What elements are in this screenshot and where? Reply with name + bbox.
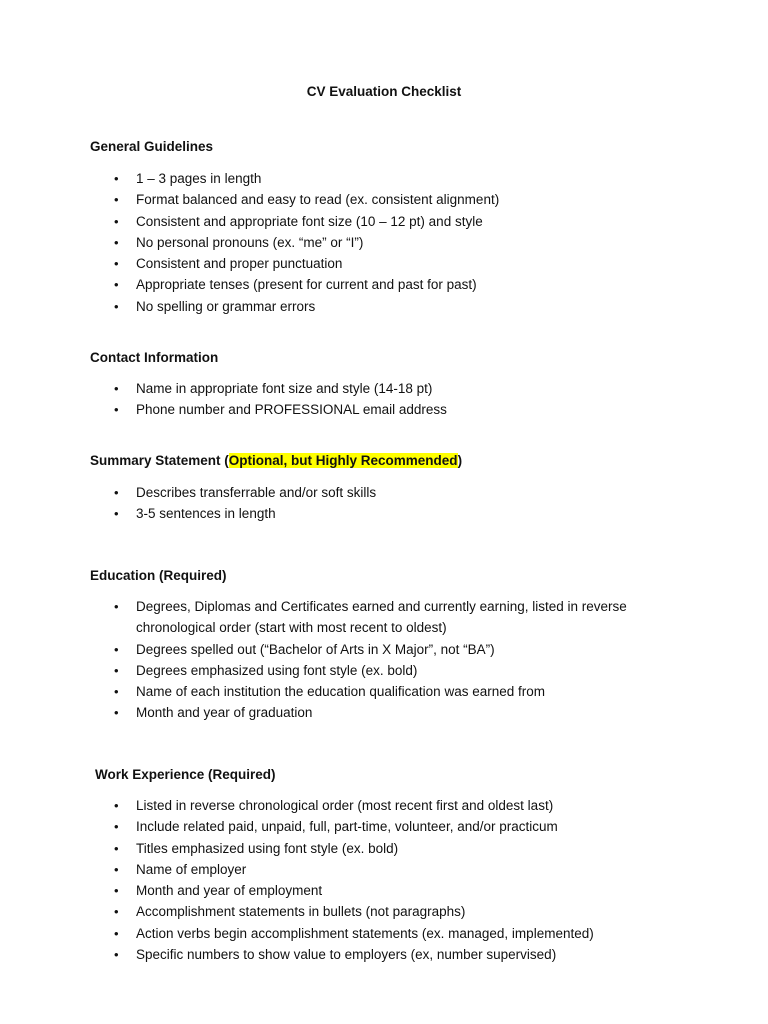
list-item: • Consistent and appropriate font size (10 – 12 pt) and style: [0, 211, 756, 232]
list-item: • Month and year of employment: [0, 880, 756, 901]
general-guidelines-list: [0, 168, 756, 317]
contact-information-heading: Contact Information: [90, 350, 219, 365]
list-item: • Phone number and PROFESSIONAL email address: [0, 399, 756, 420]
list-item: • Accomplishment statements in bullets (not paragraphs): [0, 901, 756, 922]
bullet-icon: •: [114, 192, 119, 208]
education-heading: Education (Required): [90, 568, 227, 583]
highlighted-text: Optional, but Highly Recommended: [228, 453, 458, 468]
bullet-icon: •: [114, 641, 119, 657]
education-list: [0, 596, 756, 724]
general-guidelines-heading: General Guidelines: [90, 139, 214, 154]
list-item: • No spelling or grammar errors: [0, 296, 756, 317]
bullet-icon: •: [114, 213, 119, 229]
list-item: • Degrees spelled out (“Bachelor of Arts in X Major”, not “BA”): [0, 639, 756, 660]
list-item: • 3-5 sentences in length: [0, 503, 756, 524]
list-item: • Action verbs begin accomplishment statements (ex. managed, implemented): [0, 923, 756, 944]
bullet-icon: •: [114, 840, 119, 856]
document-title: CV Evaluation Checklist: [306, 84, 462, 99]
bullet-icon: •: [114, 234, 119, 250]
summary-statement-heading: Summary Statement (Optional, but Highly Recommended): [90, 453, 463, 468]
work-experience-heading: Work Experience (Required): [95, 767, 276, 782]
contact-information-list: [0, 378, 756, 421]
list-item: • Format balanced and easy to read (ex. consistent alignment): [0, 189, 756, 210]
bullet-icon: •: [114, 883, 119, 899]
bullet-icon: •: [114, 684, 119, 700]
list-item: • 1 – 3 pages in length: [0, 168, 756, 189]
list-item: • Describes transferrable and/or soft skills: [0, 482, 756, 503]
list-item: • Specific numbers to show value to employers (ex, number supervised): [0, 944, 756, 965]
bullet-icon: •: [114, 485, 119, 500]
bullet-icon: •: [114, 298, 119, 314]
list-item: • Name of employer: [0, 859, 756, 880]
summary-statement-list: [0, 482, 756, 525]
list-item: • Appropriate tenses (present for current and past for past): [0, 274, 756, 295]
bullet-icon: •: [114, 277, 119, 293]
bullet-icon: •: [114, 798, 119, 813]
bullet-icon: •: [114, 402, 119, 418]
bullet-icon: •: [114, 904, 119, 920]
list-item: • Include related paid, unpaid, full, part-time, volunteer, and/or practicum: [0, 816, 756, 837]
list-item: • Consistent and proper punctuation: [0, 253, 756, 274]
list-item: • Listed in reverse chronological order (most recent first and oldest last): [0, 795, 756, 816]
work-experience-list: [0, 795, 756, 965]
list-item: • Month and year of graduation: [0, 702, 756, 723]
list-item: • Degrees, Diplomas and Certificates earned and currently earning, listed in reverse chronological order (start with most recent to oldest): [0, 596, 756, 639]
bullet-icon: •: [114, 256, 119, 272]
bullet-icon: •: [114, 861, 119, 877]
list-item: • Name in appropriate font size and style (14-18 pt): [0, 378, 756, 399]
list-item: • Degrees emphasized using font style (ex. bold): [0, 660, 756, 681]
bullet-icon: •: [114, 171, 119, 186]
list-item: • No personal pronouns (ex. “me” or “I”): [0, 232, 756, 253]
bullet-icon: •: [114, 599, 119, 614]
bullet-icon: •: [114, 662, 119, 678]
bullet-icon: •: [114, 506, 119, 522]
bullet-icon: •: [114, 925, 119, 941]
bullet-icon: •: [114, 381, 119, 396]
bullet-icon: •: [114, 705, 119, 721]
bullet-icon: •: [114, 819, 119, 835]
list-item: • Titles emphasized using font style (ex. bold): [0, 838, 756, 859]
bullet-icon: •: [114, 947, 119, 963]
list-item: • Name of each institution the education qualification was earned from: [0, 681, 756, 702]
